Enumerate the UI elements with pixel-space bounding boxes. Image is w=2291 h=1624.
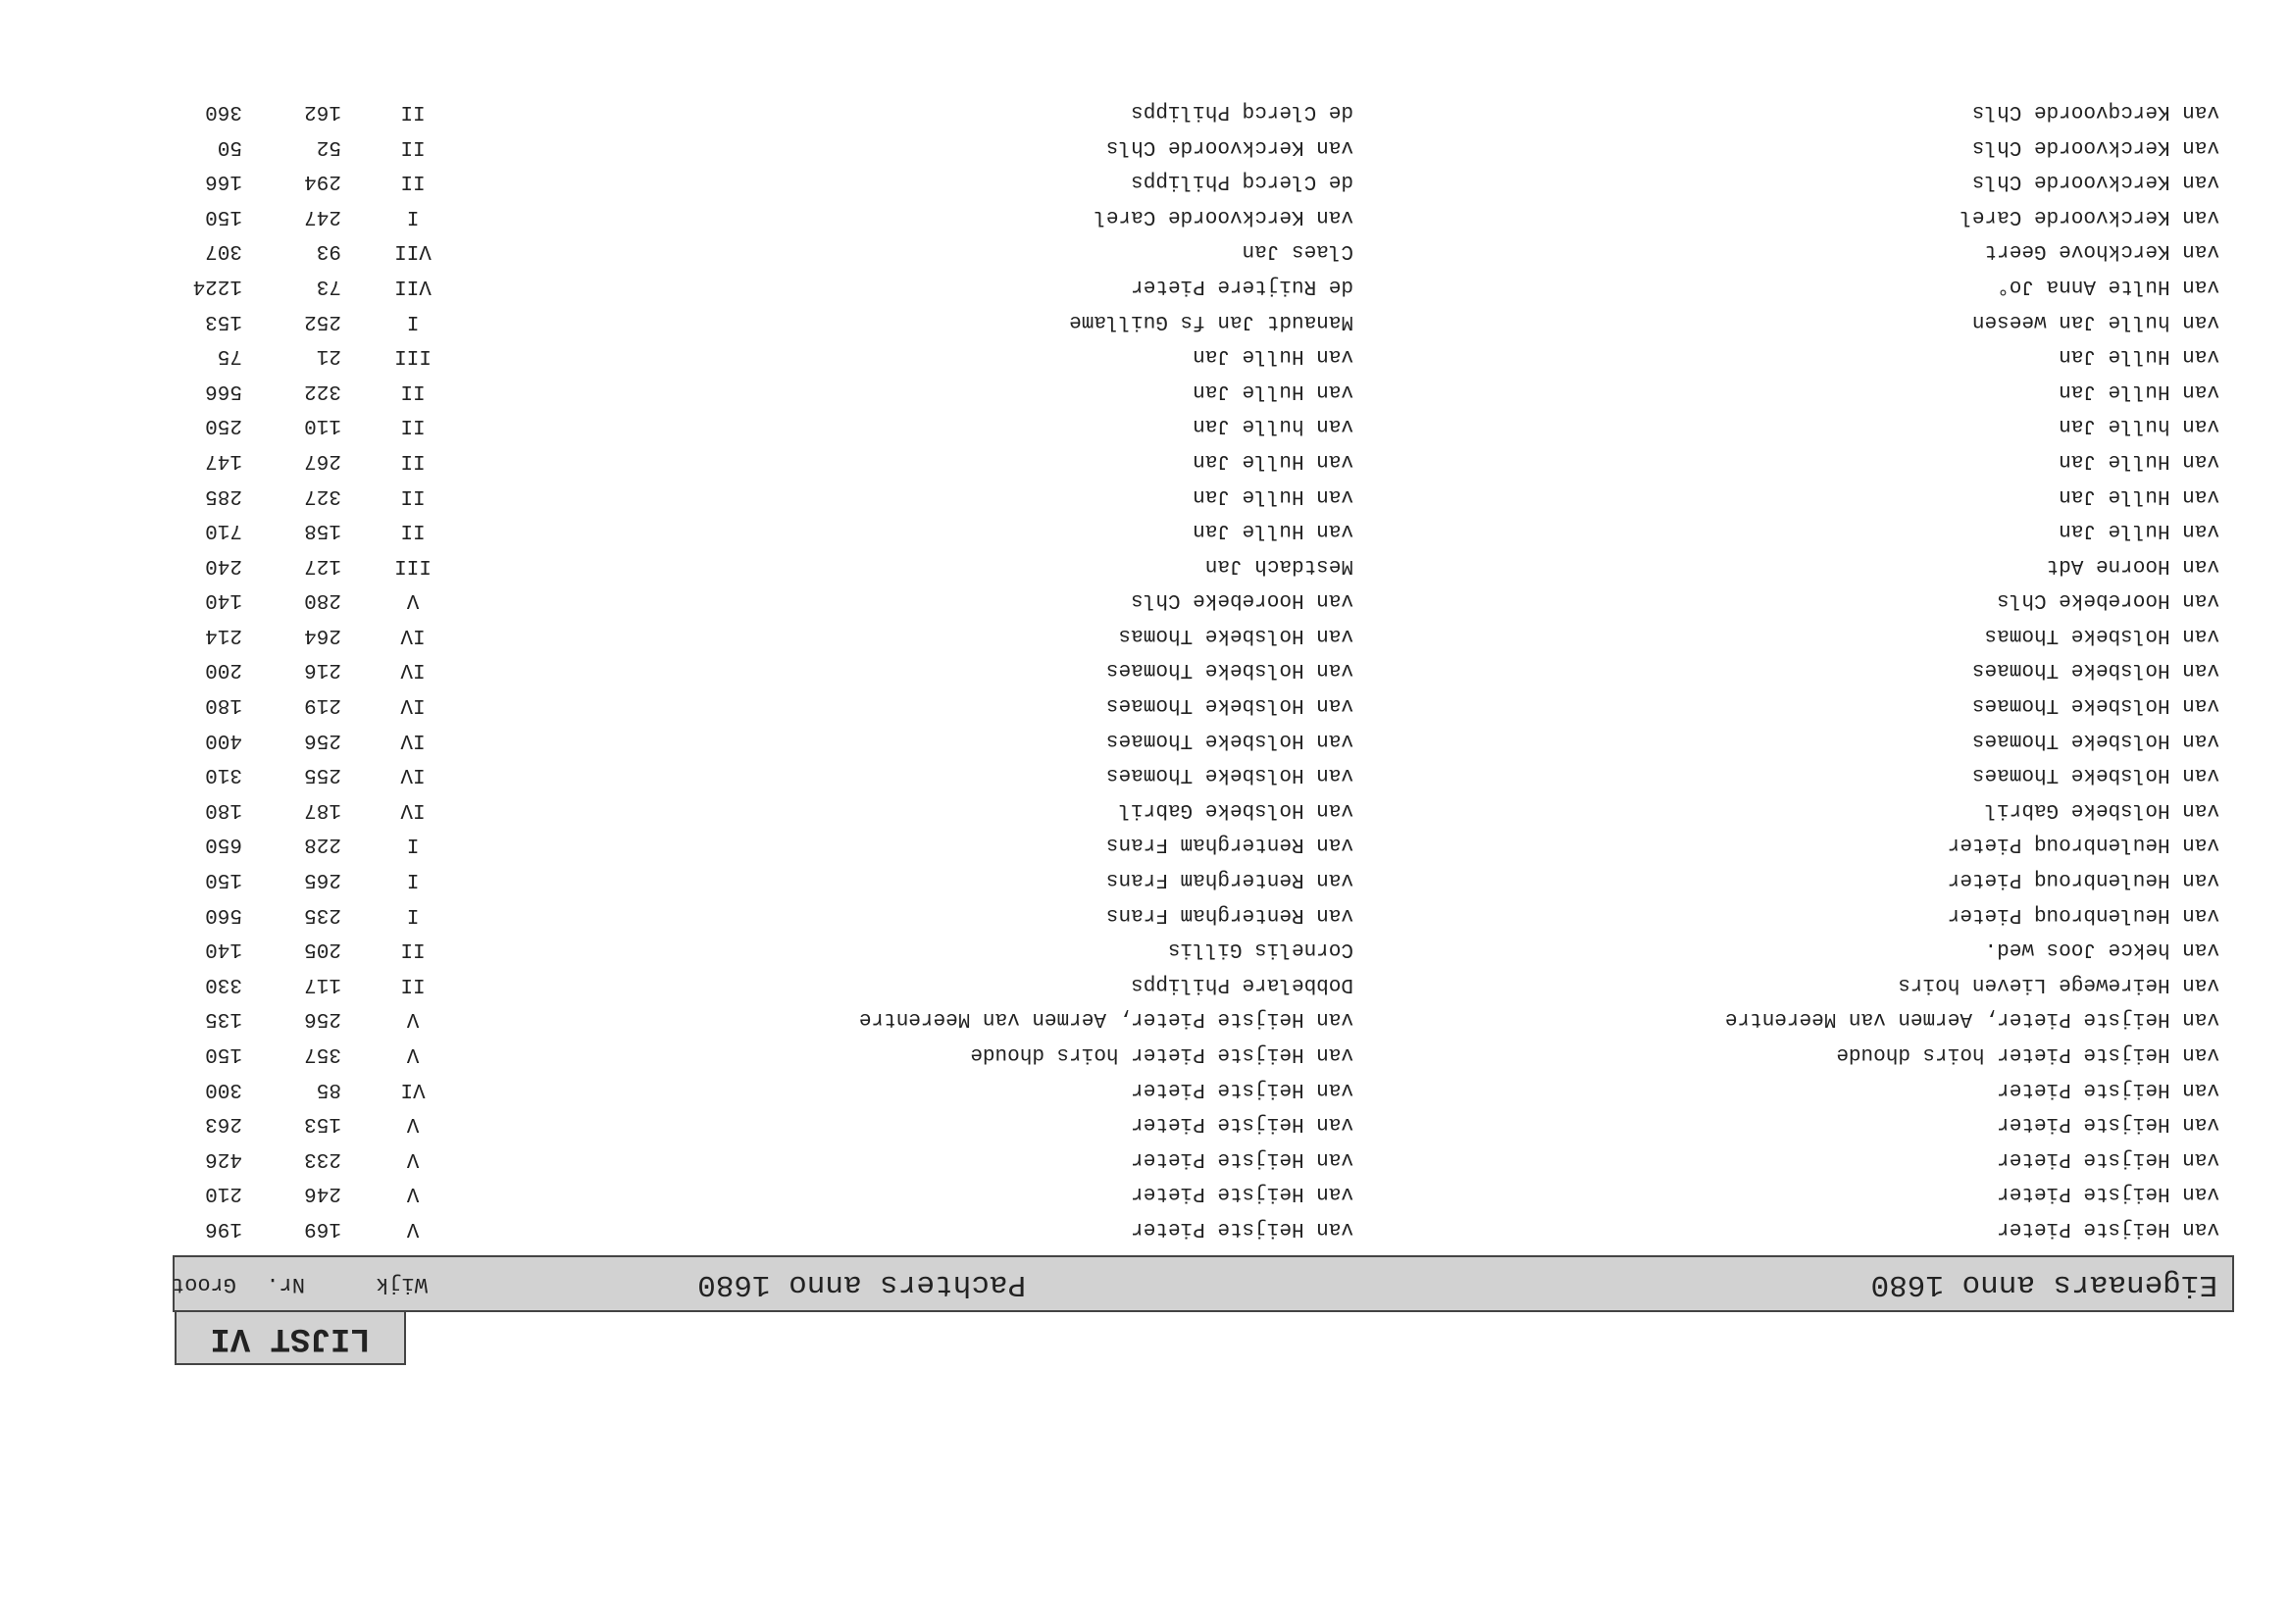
- cell-wijk: IV: [400, 693, 426, 717]
- cell-wijk: II: [400, 972, 426, 995]
- table-row: [173, 966, 2234, 1001]
- table-row: [173, 722, 2234, 757]
- table-row: [173, 373, 2234, 408]
- cell-eigenaar: van Kerckvoorde Chls: [1971, 170, 2219, 193]
- cell-nr: 256: [304, 728, 341, 751]
- cell-pachter: van hulle Jan: [1193, 414, 1353, 437]
- cell-pachter: van Hoorebeke Chls: [1131, 588, 1353, 612]
- cell-groot: 75: [217, 344, 242, 368]
- cell-nr: 52: [316, 134, 341, 158]
- table-row: [173, 1106, 2234, 1142]
- cell-pachter: van Hulle Jan: [1193, 519, 1353, 542]
- table-row: [173, 513, 2234, 548]
- cell-nr: 216: [304, 658, 341, 682]
- table-row: [173, 757, 2234, 792]
- cell-groot: 153: [205, 309, 242, 332]
- cell-pachter: van Hulle Jan: [1193, 483, 1353, 507]
- cell-eigenaar: van Heijste Pieter: [1997, 1077, 2219, 1100]
- cell-wijk: IV: [400, 658, 426, 682]
- cell-pachter: Mestdach Jan: [1204, 553, 1353, 577]
- cell-groot: 150: [205, 204, 242, 228]
- cell-groot: 426: [205, 1146, 242, 1170]
- cell-wijk: I: [406, 902, 420, 926]
- cell-wijk: V: [406, 1112, 420, 1136]
- cell-groot: 240: [205, 553, 242, 577]
- cell-pachter: van Hulle Jan: [1193, 379, 1353, 402]
- table-row: [173, 164, 2234, 199]
- cell-groot: 1224: [192, 274, 242, 297]
- cell-eigenaar: van Kerckvoorde Carel: [1960, 204, 2219, 228]
- table-row: [173, 1141, 2234, 1176]
- cell-pachter: van Hulle Jan: [1193, 344, 1353, 368]
- cell-groot: 300: [205, 1077, 242, 1100]
- cell-groot: 400: [205, 728, 242, 751]
- cell-nr: 169: [304, 1217, 341, 1240]
- table-body: [173, 93, 2234, 1245]
- cell-pachter: van Holsbeke Thomaes: [1105, 658, 1353, 682]
- table-row: [173, 652, 2234, 687]
- cell-eigenaar: van Hulle Jan: [2059, 483, 2219, 507]
- cell-groot: 650: [205, 833, 242, 856]
- cell-wijk: I: [406, 868, 420, 891]
- cell-groot: 50: [217, 134, 242, 158]
- cell-nr: 110: [304, 414, 341, 437]
- cell-groot: 140: [205, 588, 242, 612]
- cell-wijk: V: [406, 1146, 420, 1170]
- header-pachters: Pachters anno 1680: [697, 1267, 1026, 1301]
- table-row: [173, 1071, 2234, 1106]
- table-row: [173, 687, 2234, 723]
- cell-eigenaar: van Holsbeke Thomaes: [1971, 728, 2219, 751]
- cell-nr: 127: [304, 553, 341, 577]
- cell-wijk: VII: [394, 239, 432, 263]
- cell-nr: 322: [304, 379, 341, 402]
- cell-eigenaar: van Heijste Pieter hoirs dhoude: [1836, 1042, 2219, 1066]
- cell-groot: 560: [205, 902, 242, 926]
- cell-wijk: II: [400, 938, 426, 961]
- cell-eigenaar: van hekce Joos wed.: [1984, 938, 2219, 961]
- table-row: [173, 233, 2234, 269]
- cell-eigenaar: van Hulle Jan: [2059, 519, 2219, 542]
- table-row: [173, 1036, 2234, 1071]
- cell-nr: 264: [304, 623, 341, 646]
- table-row: [173, 1176, 2234, 1211]
- cell-pachter: de Clercq Philipps: [1131, 170, 1353, 193]
- cell-nr: 85: [316, 1077, 341, 1100]
- cell-eigenaar: van Heulenbrouq Pieter: [1947, 902, 2219, 926]
- cell-groot: 196: [205, 1217, 242, 1240]
- table-row: [173, 896, 2234, 932]
- cell-nr: 205: [304, 938, 341, 961]
- cell-groot: 147: [205, 448, 242, 472]
- cell-eigenaar: van Heulenbrouq Pieter: [1947, 833, 2219, 856]
- cell-nr: 21: [316, 344, 341, 368]
- cell-eigenaar: van Heijste Pieter: [1997, 1146, 2219, 1170]
- cell-nr: 117: [304, 972, 341, 995]
- cell-nr: 246: [304, 1182, 341, 1205]
- table-row: [173, 791, 2234, 827]
- cell-eigenaar: van Kercqvoorde Chls: [1971, 100, 2219, 123]
- header-groot: Groot: [171, 1272, 236, 1296]
- cell-pachter: van Heijste Pieter: [1131, 1146, 1353, 1170]
- cell-groot: 566: [205, 379, 242, 402]
- table-row: [173, 547, 2234, 583]
- cell-wijk: V: [406, 1007, 420, 1031]
- cell-pachter: de Clercq Philipps: [1131, 100, 1353, 123]
- cell-wijk: III: [394, 553, 432, 577]
- cell-groot: 140: [205, 938, 242, 961]
- cell-wijk: V: [406, 588, 420, 612]
- cell-nr: 267: [304, 448, 341, 472]
- cell-wijk: II: [400, 134, 426, 158]
- cell-pachter: van Heijste Pieter: [1131, 1112, 1353, 1136]
- cell-eigenaar: van Heulenbrouq Pieter: [1947, 868, 2219, 891]
- header-wijk: Wijk: [376, 1272, 428, 1296]
- cell-wijk: II: [400, 448, 426, 472]
- cell-eigenaar: van Hoorebeke Chls: [1997, 588, 2219, 612]
- cell-eigenaar: van Holsbeke Thomaes: [1971, 693, 2219, 717]
- cell-eigenaar: van Hulle Jan: [2059, 344, 2219, 368]
- header-nr: Nr.: [266, 1272, 305, 1296]
- cell-nr: 327: [304, 483, 341, 507]
- cell-wijk: VII: [394, 274, 432, 297]
- table-row: [173, 861, 2234, 896]
- table-row: [173, 268, 2234, 303]
- table-row: [173, 303, 2234, 338]
- cell-pachter: van Hulle Jan: [1193, 448, 1353, 472]
- table-row: [173, 1210, 2234, 1245]
- table-row: [173, 932, 2234, 967]
- cell-pachter: van Rentergham Frans: [1105, 833, 1353, 856]
- cell-pachter: van Holsbeke Thomaes: [1105, 728, 1353, 751]
- cell-eigenaar: van Hulle Jan: [2059, 448, 2219, 472]
- cell-groot: 210: [205, 1182, 242, 1205]
- cell-wijk: IV: [400, 797, 426, 821]
- cell-eigenaar: van Hoorne Adt: [2046, 553, 2219, 577]
- cell-nr: 153: [304, 1112, 341, 1136]
- cell-eigenaar: van Heijste Pieter: [1997, 1217, 2219, 1240]
- cell-pachter: van Heijste Pieter: [1131, 1077, 1353, 1100]
- table-row: [173, 408, 2234, 443]
- cell-nr: 93: [316, 239, 341, 263]
- cell-nr: 162: [304, 100, 341, 123]
- cell-wijk: I: [406, 204, 420, 228]
- cell-pachter: van Heijste Pieter hoirs dhoude: [970, 1042, 1353, 1066]
- cell-pachter: de Ruijtere Pieter: [1131, 274, 1353, 297]
- cell-pachter: van Heijste Pieter, Aermen van Meerentre: [858, 1007, 1353, 1031]
- cell-groot: 135: [205, 1007, 242, 1031]
- cell-groot: 200: [205, 658, 242, 682]
- cell-wijk: II: [400, 170, 426, 193]
- cell-pachter: Claes Jan: [1242, 239, 1353, 263]
- cell-eigenaar: van Holsbeke Gabril: [1984, 797, 2219, 821]
- cell-wijk: I: [406, 833, 420, 856]
- cell-nr: 252: [304, 309, 341, 332]
- cell-pachter: van Rentergham Frans: [1105, 902, 1353, 926]
- table-row: [173, 442, 2234, 478]
- cell-eigenaar: van Heijste Pieter: [1997, 1112, 2219, 1136]
- cell-wijk: II: [400, 100, 426, 123]
- cell-eigenaar: van Heirewege Lieven hoirs: [1898, 972, 2219, 995]
- cell-nr: 158: [304, 519, 341, 542]
- cell-eigenaar: van Kerckhove Geert: [1984, 239, 2219, 263]
- cell-pachter: Dobbelare Philipps: [1131, 972, 1353, 995]
- cell-wijk: III: [394, 344, 432, 368]
- table-row: [173, 93, 2234, 128]
- cell-groot: 285: [205, 483, 242, 507]
- cell-wijk: II: [400, 519, 426, 542]
- cell-eigenaar: van hulle Jan weesen: [1971, 309, 2219, 332]
- cell-nr: 255: [304, 763, 341, 787]
- cell-eigenaar: van Heijste Pieter, Aermen van Meerentre: [1724, 1007, 2219, 1031]
- cell-wijk: II: [400, 414, 426, 437]
- cell-pachter: van Kerckvoorde Carel: [1094, 204, 1353, 228]
- cell-wijk: IV: [400, 623, 426, 646]
- cell-groot: 710: [205, 519, 242, 542]
- table-row: [173, 338, 2234, 374]
- cell-nr: 357: [304, 1042, 341, 1066]
- cell-eigenaar: van Kerckvoorde Chls: [1971, 134, 2219, 158]
- cell-nr: 247: [304, 204, 341, 228]
- cell-nr: 228: [304, 833, 341, 856]
- cell-wijk: I: [406, 309, 420, 332]
- cell-groot: 166: [205, 170, 242, 193]
- cell-groot: 307: [205, 239, 242, 263]
- cell-nr: 187: [304, 797, 341, 821]
- cell-pachter: van Heijste Pieter: [1131, 1217, 1353, 1240]
- cell-nr: 219: [304, 693, 341, 717]
- cell-wijk: II: [400, 379, 426, 402]
- cell-pachter: van Holsbeke Thomaes: [1105, 693, 1353, 717]
- table-row: [173, 128, 2234, 164]
- cell-eigenaar: van Holsbeke Thomaes: [1971, 658, 2219, 682]
- table-row: [173, 198, 2234, 233]
- cell-groot: 330: [205, 972, 242, 995]
- cell-eigenaar: van Hulle Jan: [2059, 379, 2219, 402]
- header-eigenaars: Eigenaars anno 1680: [1870, 1267, 2217, 1301]
- list-title: LIJST VI: [175, 1310, 406, 1365]
- cell-pachter: van Heijste Pieter: [1131, 1182, 1353, 1205]
- cell-eigenaar: van Hulte Anna Jo°: [1997, 274, 2219, 297]
- cell-pachter: van Holsbeke Gabril: [1118, 797, 1353, 821]
- table-row: [173, 478, 2234, 513]
- table-row: [173, 583, 2234, 618]
- cell-groot: 360: [205, 100, 242, 123]
- cell-wijk: V: [406, 1217, 420, 1240]
- cell-nr: 233: [304, 1146, 341, 1170]
- cell-wijk: V: [406, 1182, 420, 1205]
- cell-nr: 265: [304, 868, 341, 891]
- cell-groot: 310: [205, 763, 242, 787]
- cell-pachter: van Holsbeke Thomas: [1118, 623, 1353, 646]
- cell-groot: 180: [205, 797, 242, 821]
- cell-groot: 214: [205, 623, 242, 646]
- cell-groot: 150: [205, 868, 242, 891]
- cell-groot: 150: [205, 1042, 242, 1066]
- table-row: [173, 1001, 2234, 1037]
- cell-eigenaar: van Heijste Pieter: [1997, 1182, 2219, 1205]
- cell-pachter: Cornelis Gillis: [1167, 938, 1353, 961]
- cell-wijk: VI: [400, 1077, 426, 1100]
- cell-groot: 180: [205, 693, 242, 717]
- cell-nr: 256: [304, 1007, 341, 1031]
- cell-wijk: IV: [400, 728, 426, 751]
- cell-eigenaar: van Holsbeke Thomaes: [1971, 763, 2219, 787]
- cell-pachter: van Holsbeke Thomaes: [1105, 763, 1353, 787]
- table-row: [173, 617, 2234, 652]
- cell-pachter: Manaudt Jan fs Guillame: [1069, 309, 1353, 332]
- cell-wijk: II: [400, 483, 426, 507]
- cell-wijk: IV: [400, 763, 426, 787]
- cell-nr: 73: [316, 274, 341, 297]
- table-row: [173, 827, 2234, 862]
- cell-nr: 280: [304, 588, 341, 612]
- cell-wijk: V: [406, 1042, 420, 1066]
- cell-eigenaar: van hulle Jan: [2059, 414, 2219, 437]
- cell-groot: 263: [205, 1112, 242, 1136]
- cell-pachter: van Rentergham Frans: [1105, 868, 1353, 891]
- table-header: [173, 1255, 2234, 1312]
- cell-pachter: van Kerckvoorde Chls: [1105, 134, 1353, 158]
- cell-nr: 294: [304, 170, 341, 193]
- cell-nr: 235: [304, 902, 341, 926]
- cell-groot: 250: [205, 414, 242, 437]
- cell-eigenaar: van Holsbeke Thomas: [1984, 623, 2219, 646]
